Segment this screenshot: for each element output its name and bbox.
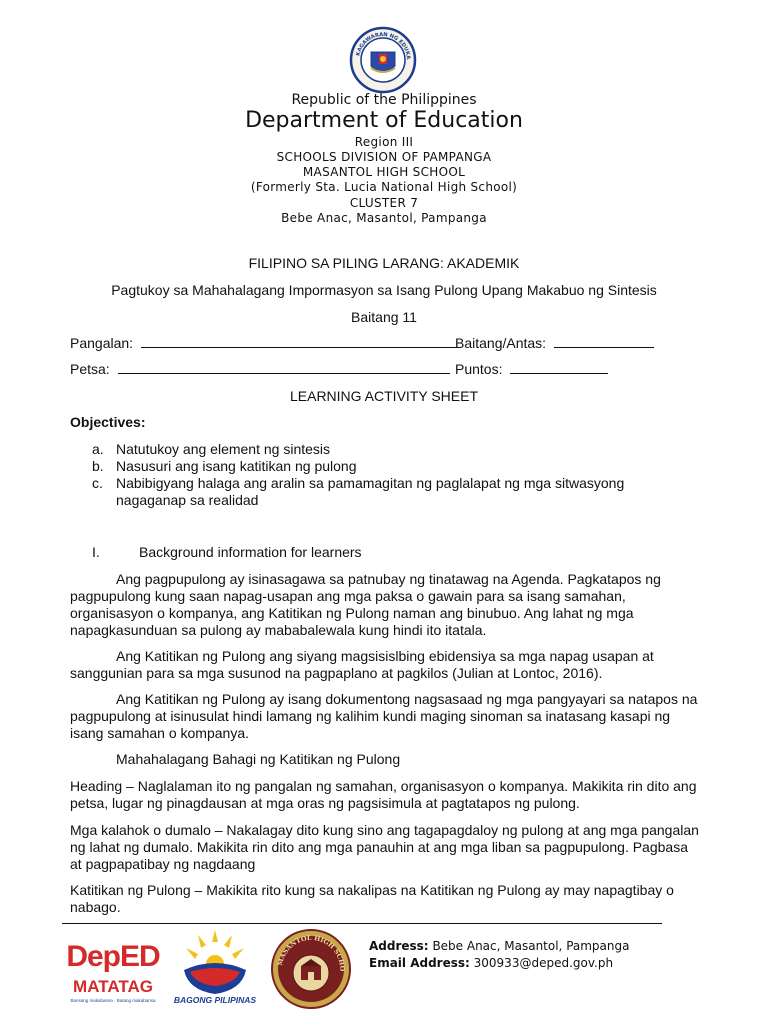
objective-marker: a.: [92, 441, 104, 457]
deped-seal: [349, 26, 417, 94]
region-text: Region III: [354, 135, 414, 149]
objective-item: [92, 475, 690, 509]
objective-text: Nasusuri ang isang katitikan ng pulong: [116, 458, 357, 474]
score-field[interactable]: [510, 361, 608, 374]
grade-section-field[interactable]: [554, 335, 654, 348]
paragraph-minutes-part: Katitikan ng Pulong – Makikita rito kung sa nakalipas na Katitikan ng Pulong ay may napagtibay o nabago.: [70, 882, 674, 915]
paragraph-heading-part: Heading – Naglalaman ito ng pangalan ng samahan, organisasyon o kompanya. Makikita rin dito ang petsa, lugar ng pinagdausan at mga oras ng pagsisimula at pagtatapos ng pulong.: [70, 778, 697, 811]
section-title: Background information for learners: [139, 544, 362, 560]
date-field[interactable]: [118, 361, 450, 374]
objectives-list: [70, 441, 690, 509]
school-seal-text: MASANTOL HIGH SCHO: [276, 933, 347, 972]
division-text: SCHOOLS DIVISION OF PAMPANGA: [276, 150, 492, 164]
grade-section-label: Baitang/Antas:: [455, 335, 547, 351]
bagong-pilipinas-text: BAGONG PILIPINAS: [173, 995, 257, 1005]
formerly-text: (Formerly Sta. Lucia National High School): [250, 180, 518, 194]
location-text: Bebe Anac, Masantol, Pampanga: [281, 211, 487, 225]
cluster-text: CLUSTER 7: [349, 196, 419, 210]
date-row: [70, 361, 450, 377]
school-name: MASANTOL HIGH SCHOOL: [302, 165, 466, 179]
sheet-title: LEARNING ACTIVITY SHEET: [289, 388, 478, 404]
score-label: Puntos:: [455, 361, 503, 377]
school-seal: [270, 928, 352, 1010]
address-label: Address:: [369, 939, 429, 953]
paragraph-agenda: Ang pagpupulong ay isinasagawa sa patnubay ng tinatawag na Agenda. Pagkatapos ng pagpupulong kung saan napag-usapan ang mga paksa o gawain para sa isang samahan, organisasyon o kompanya, ang Katitikan ng Pulong naman ang binubuo. Ang lahat ng mga napagkasunduan sa pulong ay mababalewala kung hindi ito itatala.: [70, 571, 661, 638]
footer-divider: [62, 923, 662, 924]
objective-text: Nabibigyang halaga ang aralin sa pamamagitan ng paglalapat ng mga sitwasyong nagaganap sa realidad: [116, 475, 625, 508]
department-heading: Department of Education: [245, 108, 523, 133]
bagong-pilipinas-logo: [170, 926, 260, 1006]
grade-title: Baitang 11: [351, 309, 417, 325]
grade-section-row: [455, 335, 654, 351]
matatag-text: MATATAG: [73, 977, 153, 996]
objectives-heading: Objectives:: [70, 414, 146, 430]
paragraph-attendees-part: Mga kalahok o dumalo – Nakalagay dito kung sino ang tagapagdaloy ng pulong at ang mga pangalan ng lahat ng dumalo. Makikita rin dito ang mga panauhin at ang mga liban sa pagpupulong. Pagbasa at pagpapatibay ng nagdaang: [70, 822, 699, 872]
seal-arc-text: KAGAWARAN NG EDUKA: [355, 31, 412, 60]
objective-item: [92, 458, 690, 475]
email-label: Email Address:: [369, 956, 470, 970]
address-line: [369, 938, 629, 955]
score-row: [455, 361, 608, 377]
objective-marker: c.: [92, 475, 103, 491]
name-field[interactable]: [141, 335, 457, 348]
address-value: Bebe Anac, Masantol, Pampanga: [432, 939, 630, 953]
objective-text: Natutukoy ang element ng sintesis: [116, 441, 331, 457]
parts-subheading: Mahahalagang Bahagi ng Katitikan ng Pulong: [116, 751, 401, 767]
objective-marker: b.: [92, 458, 104, 474]
name-row: [70, 335, 457, 351]
paragraph-definition: Ang Katitikan ng Pulong ay isang dokumentong nagsasaad ng mga pangyayari sa natapos na pagpupulong at isinusulat hindi lamang ng kalihim kundi maging sinoman sa inatasang kasapi ng isang samahan o kompanya.: [70, 691, 698, 741]
name-label: Pangalan:: [70, 335, 134, 351]
topic-title: Pagtukoy sa Mahahalagang Impormasyon sa Isang Pulong Upang Makabuo ng Sintesis: [111, 282, 657, 298]
email-line: [369, 955, 613, 972]
matatag-tagline: Bansang makabansa · Batang makabansa: [70, 998, 156, 1003]
section-number: I.: [92, 544, 100, 560]
email-value: 300933@deped.gov.ph: [473, 956, 614, 970]
subject-title: FILIPINO SA PILING LARANG: AKADEMIK: [248, 255, 520, 271]
date-label: Petsa:: [70, 361, 110, 377]
deped-logo-text: DepED: [66, 940, 160, 973]
paragraph-evidence: Ang Katitikan ng Pulong ang siyang magsisislbing ebidensiya sa mga napag usapan at sanggunian para sa mga susunod na pagpaplano at pagkilos (Julian at Lontoc, 2016).: [70, 648, 654, 681]
republic-heading: Republic of the Philippines: [291, 92, 477, 108]
objective-item: [92, 441, 690, 458]
deped-matatag-logo: [66, 930, 160, 1006]
